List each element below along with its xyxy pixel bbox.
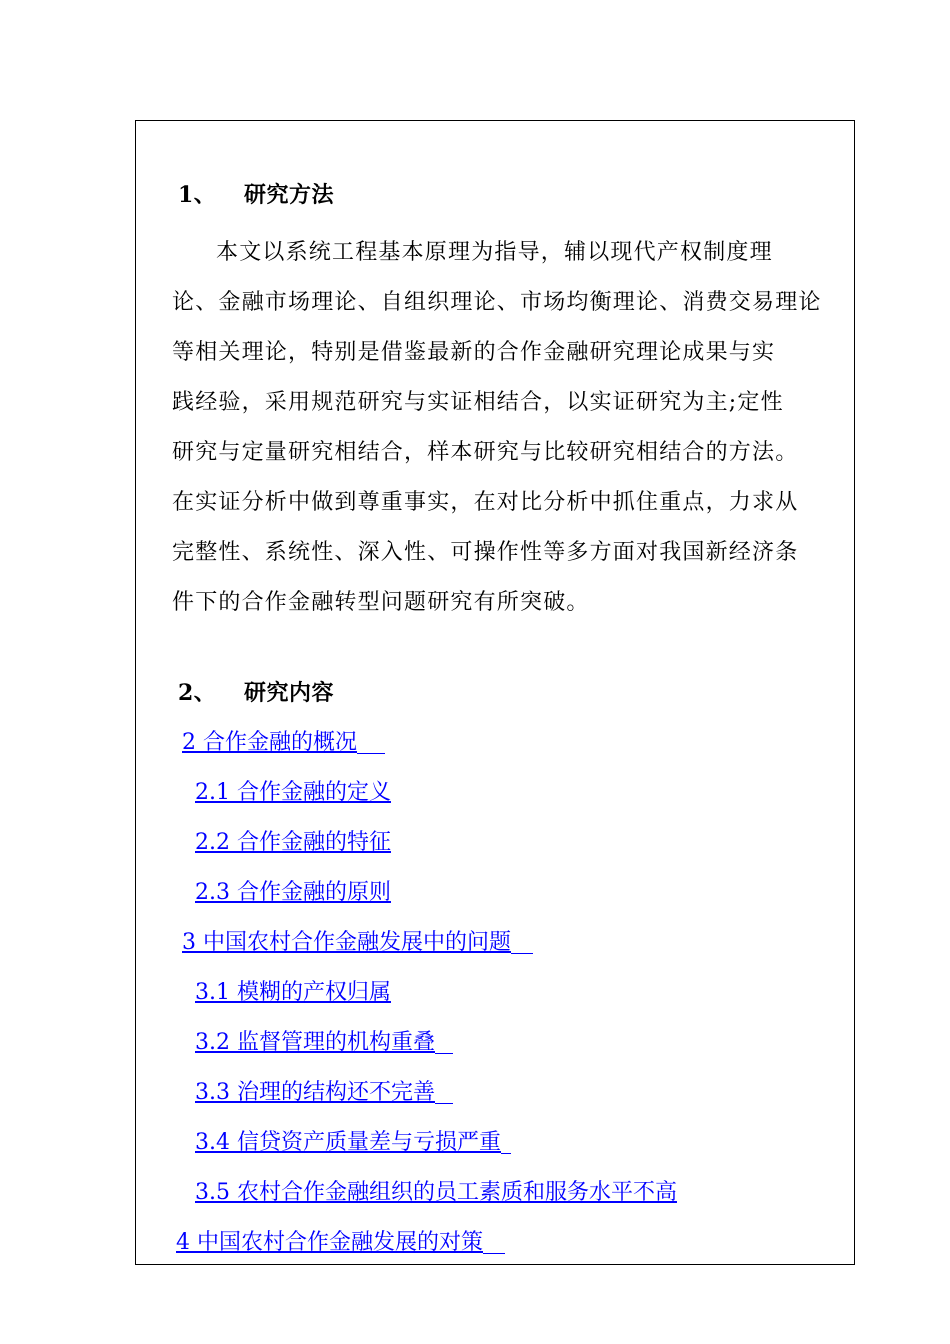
section-heading-methods	[178, 180, 334, 210]
toc-link[interactable]: 3 中国农村合作金融发展中的问题	[182, 930, 511, 955]
paragraph-line: 践经验，采用规范研究与实证相结合，以实证研究为主;定性	[172, 390, 784, 415]
toc-item-3-2[interactable]	[195, 1028, 453, 1058]
paragraph-line: 论、金融市场理论、自组织理论、市场均衡理论、消费交易理论	[172, 290, 822, 315]
paragraph-line: 等相关理论，特别是借鉴最新的合作金融研究理论成果与实	[172, 340, 776, 365]
section-title: 研究内容	[244, 680, 335, 706]
paragraph-line: 完整性、系统性、深入性、可操作性等多方面对我国新经济条	[172, 540, 799, 565]
paragraph-line: 件下的合作金融转型问题研究有所突破。	[172, 590, 590, 615]
toc-item-3-1[interactable]	[195, 978, 391, 1008]
toc-link[interactable]: 2.1 合作金融的定义	[195, 780, 391, 805]
toc-item-4[interactable]	[176, 1228, 505, 1258]
methods-paragraph	[172, 228, 848, 628]
toc-item-2-2[interactable]	[195, 828, 391, 858]
toc-link[interactable]: 2 合作金融的概况	[182, 730, 357, 755]
paragraph-line: 研究与定量研究相结合，样本研究与比较研究相结合的方法。	[172, 440, 799, 465]
section-heading-contents	[178, 678, 334, 708]
toc-item-2-1[interactable]	[195, 778, 391, 808]
toc-link[interactable]: 3.2 监督管理的机构重叠	[195, 1030, 435, 1055]
toc-item-2-3[interactable]	[195, 878, 391, 908]
toc-link[interactable]: 2.2 合作金融的特征	[195, 830, 391, 855]
section-number: 2、	[178, 680, 217, 706]
toc-item-3[interactable]	[182, 928, 533, 958]
toc-item-3-4[interactable]	[195, 1128, 511, 1158]
toc-link[interactable]: 3.3 治理的结构还不完善	[195, 1080, 435, 1105]
toc-link[interactable]: 2.3 合作金融的原则	[195, 880, 391, 905]
section-title: 研究方法	[244, 182, 335, 208]
toc-link[interactable]: 3.5 农村合作金融组织的员工素质和服务水平不高	[195, 1180, 677, 1205]
toc-item-3-5[interactable]	[195, 1178, 677, 1208]
toc-link[interactable]: 3.4 信贷资产质量差与亏损严重	[195, 1130, 501, 1155]
section-number: 1、	[178, 182, 217, 208]
paragraph-line: 在实证分析中做到尊重事实，在对比分析中抓住重点，力求从	[172, 490, 799, 515]
toc-link[interactable]: 4 中国农村合作金融发展的对策	[176, 1230, 483, 1255]
paragraph-line: 本文以系统工程基本原理为指导，辅以现代产权制度理	[216, 240, 773, 265]
toc-link[interactable]: 3.1 模糊的产权归属	[195, 980, 391, 1005]
toc-item-3-3[interactable]	[195, 1078, 453, 1108]
toc-item-2[interactable]	[182, 728, 385, 758]
